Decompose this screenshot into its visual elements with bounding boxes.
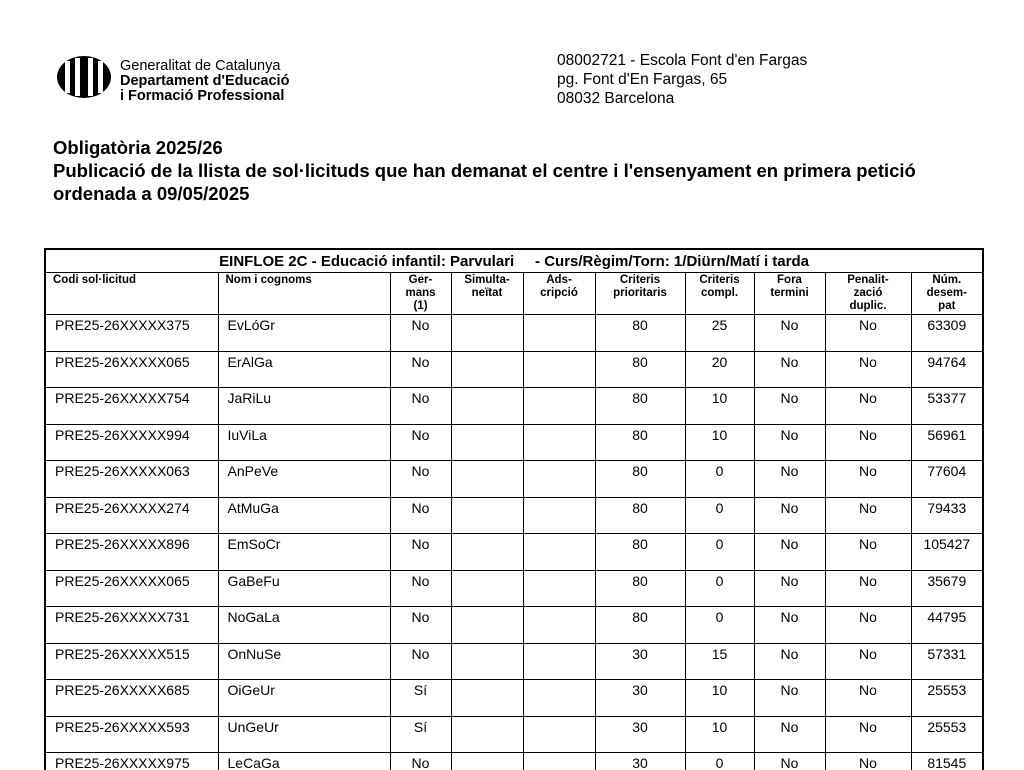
header-compl-criteria: Criteris compl. (685, 273, 754, 315)
cell-code: PRE25-26XXXXX515 (45, 643, 218, 680)
cell-siblings: No (390, 424, 451, 461)
cell-name: LeCaGa (218, 753, 390, 770)
cell-siblings: No (390, 570, 451, 607)
cell-late: No (754, 753, 825, 770)
cell-siblings: Sí (390, 680, 451, 717)
cell-simultaneity (451, 716, 523, 753)
cell-dup-penalty: No (825, 570, 911, 607)
cell-priority: 80 (595, 497, 685, 534)
cell-priority: 80 (595, 461, 685, 498)
cell-adscription (523, 424, 595, 461)
cell-priority: 30 (595, 643, 685, 680)
cell-compl: 0 (685, 753, 754, 770)
applications-table (44, 248, 984, 770)
cell-priority: 80 (595, 607, 685, 644)
cell-compl: 10 (685, 680, 754, 717)
cell-dup-penalty: No (825, 388, 911, 425)
cell-code: PRE25-26XXXXX685 (45, 680, 218, 717)
cell-priority: 80 (595, 534, 685, 571)
cell-code: PRE25-26XXXXX994 (45, 424, 218, 461)
cell-tiebreak: 77604 (911, 461, 983, 498)
table-banner (45, 249, 983, 273)
cell-late: No (754, 716, 825, 753)
header-priority-criteria: Criteris prioritaris (595, 273, 685, 315)
cell-tiebreak: 44795 (911, 607, 983, 644)
cell-tiebreak: 63309 (911, 315, 983, 352)
cell-dup-penalty: No (825, 643, 911, 680)
cell-code: PRE25-26XXXXX593 (45, 716, 218, 753)
cell-tiebreak: 53377 (911, 388, 983, 425)
cell-simultaneity (451, 424, 523, 461)
cell-compl: 0 (685, 607, 754, 644)
cell-adscription (523, 461, 595, 498)
cell-tiebreak: 25553 (911, 680, 983, 717)
school-address: pg. Font d'En Fargas, 65 (557, 71, 728, 88)
cell-late: No (754, 315, 825, 352)
cell-siblings: No (390, 753, 451, 770)
cell-simultaneity (451, 534, 523, 571)
table-row (45, 388, 983, 425)
cell-late: No (754, 424, 825, 461)
cell-code: PRE25-26XXXXX065 (45, 570, 218, 607)
cell-name: GaBeFu (218, 570, 390, 607)
cell-priority: 30 (595, 716, 685, 753)
cell-siblings: No (390, 461, 451, 498)
cell-tiebreak: 25553 (911, 716, 983, 753)
cell-compl: 0 (685, 570, 754, 607)
org-line-3: i Formació Professional (120, 88, 285, 104)
cell-dup-penalty: No (825, 351, 911, 388)
table-row (45, 570, 983, 607)
cell-name: IuViLa (218, 424, 390, 461)
table-row (45, 753, 983, 770)
cell-simultaneity (451, 607, 523, 644)
cell-simultaneity (451, 643, 523, 680)
cell-code: PRE25-26XXXXX375 (45, 315, 218, 352)
cell-code: PRE25-26XXXXX754 (45, 388, 218, 425)
header-name: Nom i cognoms (218, 273, 390, 315)
cell-priority: 80 (595, 570, 685, 607)
school-city: 08032 Barcelona (557, 90, 675, 107)
cell-dup-penalty: No (825, 680, 911, 717)
applications-table-wrapper (44, 248, 988, 770)
cell-code: PRE25-26XXXXX731 (45, 607, 218, 644)
title-line-2: Publicació de la llista de sol·licituds que han demanat el centre i l'ensenyament en primera petició ordenada a 09/05/2025 (53, 160, 916, 204)
cell-late: No (754, 680, 825, 717)
cell-adscription (523, 716, 595, 753)
cell-compl: 10 (685, 716, 754, 753)
cell-siblings: No (390, 351, 451, 388)
cell-siblings: No (390, 607, 451, 644)
cell-simultaneity (451, 570, 523, 607)
cell-compl: 10 (685, 388, 754, 425)
cell-name: OiGeUr (218, 680, 390, 717)
cell-simultaneity (451, 753, 523, 770)
table-row (45, 534, 983, 571)
cell-priority: 30 (595, 753, 685, 770)
cell-late: No (754, 388, 825, 425)
header-dup-penalty: Penalit- zació duplic. (825, 273, 911, 315)
banner-course: EINFLOE 2C - Educació infantil: Parvulari (219, 252, 515, 270)
cell-dup-penalty: No (825, 753, 911, 770)
table-row (45, 716, 983, 753)
cell-compl: 0 (685, 534, 754, 571)
table-row (45, 643, 983, 680)
cell-tiebreak: 105427 (911, 534, 983, 571)
cell-dup-penalty: No (825, 461, 911, 498)
cell-compl: 0 (685, 497, 754, 534)
table-row (45, 497, 983, 534)
cell-adscription (523, 570, 595, 607)
cell-adscription (523, 607, 595, 644)
cell-name: AnPeVe (218, 461, 390, 498)
cell-late: No (754, 497, 825, 534)
cell-adscription (523, 680, 595, 717)
cell-code: PRE25-26XXXXX065 (45, 351, 218, 388)
cell-name: OnNuSe (218, 643, 390, 680)
cell-late: No (754, 351, 825, 388)
cell-late: No (754, 461, 825, 498)
cell-siblings: No (390, 534, 451, 571)
cell-adscription (523, 534, 595, 571)
cell-adscription (523, 388, 595, 425)
title-line-1: Obligatòria 2025/26 (53, 137, 223, 158)
cell-simultaneity (451, 388, 523, 425)
school-info (557, 51, 807, 108)
cell-dup-penalty: No (825, 534, 911, 571)
cell-simultaneity (451, 351, 523, 388)
cell-adscription (523, 351, 595, 388)
cell-dup-penalty: No (825, 497, 911, 534)
cell-simultaneity (451, 497, 523, 534)
cell-code: PRE25-26XXXXX274 (45, 497, 218, 534)
cell-late: No (754, 570, 825, 607)
cell-siblings: No (390, 643, 451, 680)
header-code: Codi sol·licitud (45, 273, 218, 315)
org-line-1: Generalitat de Catalunya (120, 58, 281, 74)
table-row (45, 607, 983, 644)
cell-priority: 30 (595, 680, 685, 717)
cell-tiebreak: 79433 (911, 497, 983, 534)
cell-siblings: No (390, 388, 451, 425)
cell-compl: 0 (685, 461, 754, 498)
cell-siblings: No (390, 497, 451, 534)
cell-compl: 15 (685, 643, 754, 680)
school-code-name: 08002721 - Escola Font d'en Fargas (557, 52, 808, 69)
header-adscription: Ads- cripció (523, 273, 595, 315)
org-line-2: Departament d'Educació (120, 73, 290, 89)
cell-tiebreak: 35679 (911, 570, 983, 607)
cell-code: PRE25-26XXXXX896 (45, 534, 218, 571)
cell-code: PRE25-26XXXXX063 (45, 461, 218, 498)
cell-priority: 80 (595, 424, 685, 461)
cell-name: JaRiLu (218, 388, 390, 425)
cell-adscription (523, 315, 595, 352)
table-row (45, 680, 983, 717)
cell-tiebreak: 94764 (911, 351, 983, 388)
column-headers (45, 273, 983, 315)
cell-name: EmSoCr (218, 534, 390, 571)
cell-simultaneity (451, 680, 523, 717)
cell-priority: 80 (595, 315, 685, 352)
page-title (53, 136, 973, 205)
cell-simultaneity (451, 461, 523, 498)
cell-tiebreak: 81545 (911, 753, 983, 770)
cell-tiebreak: 56961 (911, 424, 983, 461)
cell-priority: 80 (595, 351, 685, 388)
header-late: Fora termini (754, 273, 825, 315)
banner-schedule: - Curs/Règim/Torn: 1/Diürn/Matí i tarda (535, 252, 809, 270)
cell-late: No (754, 643, 825, 680)
cell-dup-penalty: No (825, 607, 911, 644)
table-row (45, 315, 983, 352)
cell-siblings: Sí (390, 716, 451, 753)
cell-name: UnGeUr (218, 716, 390, 753)
table-row (45, 424, 983, 461)
cell-late: No (754, 607, 825, 644)
cell-dup-penalty: No (825, 716, 911, 753)
table-body (45, 315, 983, 770)
table-row (45, 461, 983, 498)
header-simultaneity: Simulta- neïtat (451, 273, 523, 315)
cell-compl: 10 (685, 424, 754, 461)
generalitat-logo-icon (55, 55, 113, 99)
cell-code: PRE25-26XXXXX975 (45, 753, 218, 770)
table-row (45, 351, 983, 388)
cell-late: No (754, 534, 825, 571)
header-siblings: Ger- mans (1) (390, 273, 451, 315)
cell-dup-penalty: No (825, 424, 911, 461)
cell-name: NoGaLa (218, 607, 390, 644)
org-name (120, 59, 289, 104)
cell-siblings: No (390, 315, 451, 352)
cell-adscription (523, 753, 595, 770)
cell-simultaneity (451, 315, 523, 352)
cell-tiebreak: 57331 (911, 643, 983, 680)
banner-cell (45, 249, 983, 273)
cell-adscription (523, 643, 595, 680)
cell-name: AtMuGa (218, 497, 390, 534)
cell-dup-penalty: No (825, 315, 911, 352)
cell-priority: 80 (595, 388, 685, 425)
cell-name: EvLóGr (218, 315, 390, 352)
cell-compl: 20 (685, 351, 754, 388)
cell-name: ErAlGa (218, 351, 390, 388)
header-tiebreak: Núm. desem- pat (911, 273, 983, 315)
cell-adscription (523, 497, 595, 534)
cell-compl: 25 (685, 315, 754, 352)
